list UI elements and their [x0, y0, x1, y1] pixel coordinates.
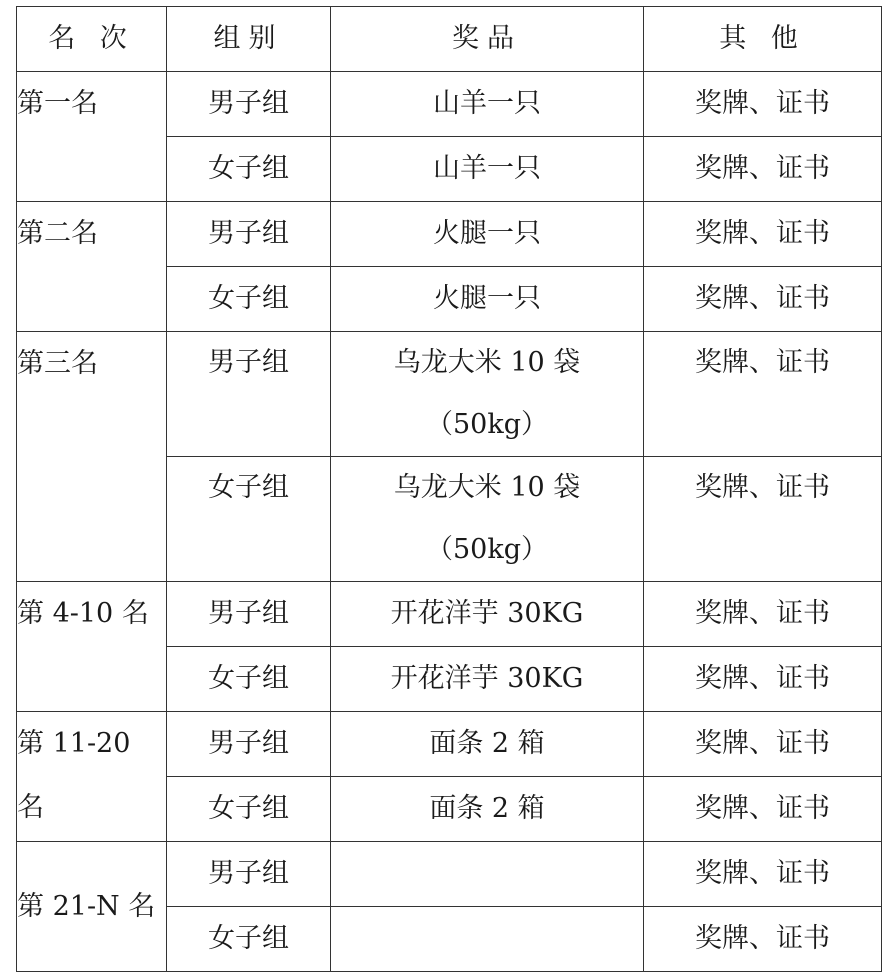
group-cell [167, 332, 331, 457]
table-row [17, 712, 882, 777]
group-cell: 女子组 [167, 137, 331, 202]
other-cell: 奖牌、证书 [644, 72, 882, 137]
rank-cell [17, 842, 167, 972]
prize-table [16, 6, 882, 972]
group-cell: 男子组 [167, 712, 331, 777]
other-cell: 奖牌、证书 [644, 712, 882, 777]
other-cell: 奖牌、证书 [644, 907, 882, 972]
other-label: 奖牌、证书 [695, 347, 830, 378]
rank-label: 第 21-N 名 [17, 890, 156, 922]
other-cell: 奖牌、证书 [644, 582, 882, 647]
prize-cell: 开花洋芋 30KG [331, 582, 644, 647]
group-cell: 男子组 [167, 582, 331, 647]
prize-cell: 火腿一只 [331, 267, 644, 332]
prize-cell [331, 907, 644, 972]
rank-label: 第一名 [17, 88, 98, 119]
group-cell: 女子组 [167, 647, 331, 712]
other-cell: 奖牌、证书 [644, 777, 882, 842]
prize-cell [331, 332, 644, 457]
other-label: 奖牌、证书 [695, 472, 830, 503]
group-cell: 男子组 [167, 72, 331, 137]
rank-cell [17, 72, 167, 202]
table-row [17, 842, 882, 907]
rank-cell [17, 202, 167, 332]
group-label: 男子组 [208, 347, 289, 378]
group-label: 女子组 [208, 472, 289, 503]
rank-cell [17, 582, 167, 712]
rank-cell [17, 332, 167, 582]
other-cell [644, 332, 882, 457]
header-rank: 名 次 [17, 7, 167, 72]
prize-cell: 火腿一只 [331, 202, 644, 267]
rank-label: 第 11-20 名 [17, 728, 131, 823]
table-row [17, 332, 882, 457]
prize-cell: 山羊一只 [331, 72, 644, 137]
prize-cell [331, 457, 644, 582]
prize-cell: 开花洋芋 30KG [331, 647, 644, 712]
group-cell: 女子组 [167, 777, 331, 842]
prize-cell [331, 842, 644, 907]
table-row [17, 72, 882, 137]
table-row [17, 582, 882, 647]
prize-line: 乌龙大米 10 袋 [393, 347, 581, 378]
other-cell: 奖牌、证书 [644, 842, 882, 907]
other-cell [644, 457, 882, 582]
prize-cell: 山羊一只 [331, 137, 644, 202]
other-cell: 奖牌、证书 [644, 647, 882, 712]
header-group: 组别 [167, 7, 331, 72]
other-cell: 奖牌、证书 [644, 137, 882, 202]
group-cell: 女子组 [167, 267, 331, 332]
other-cell: 奖牌、证书 [644, 267, 882, 332]
group-cell [167, 457, 331, 582]
prize-cell: 面条 2 箱 [331, 712, 644, 777]
group-cell: 男子组 [167, 842, 331, 907]
other-cell: 奖牌、证书 [644, 202, 882, 267]
header-other: 其 他 [644, 7, 882, 72]
prize-line: （50kg） [425, 409, 548, 440]
prize-cell: 面条 2 箱 [331, 777, 644, 842]
rank-label: 第三名 [17, 348, 98, 379]
rank-cell [17, 712, 167, 842]
prize-line: （50kg） [425, 534, 548, 565]
group-cell: 女子组 [167, 907, 331, 972]
rank-label: 第二名 [17, 218, 98, 249]
header-row [17, 7, 882, 72]
group-cell: 男子组 [167, 202, 331, 267]
header-prize: 奖品 [331, 7, 644, 72]
prize-line: 乌龙大米 10 袋 [393, 472, 581, 503]
rank-label: 第 4-10 名 [17, 598, 149, 629]
table-row [17, 202, 882, 267]
